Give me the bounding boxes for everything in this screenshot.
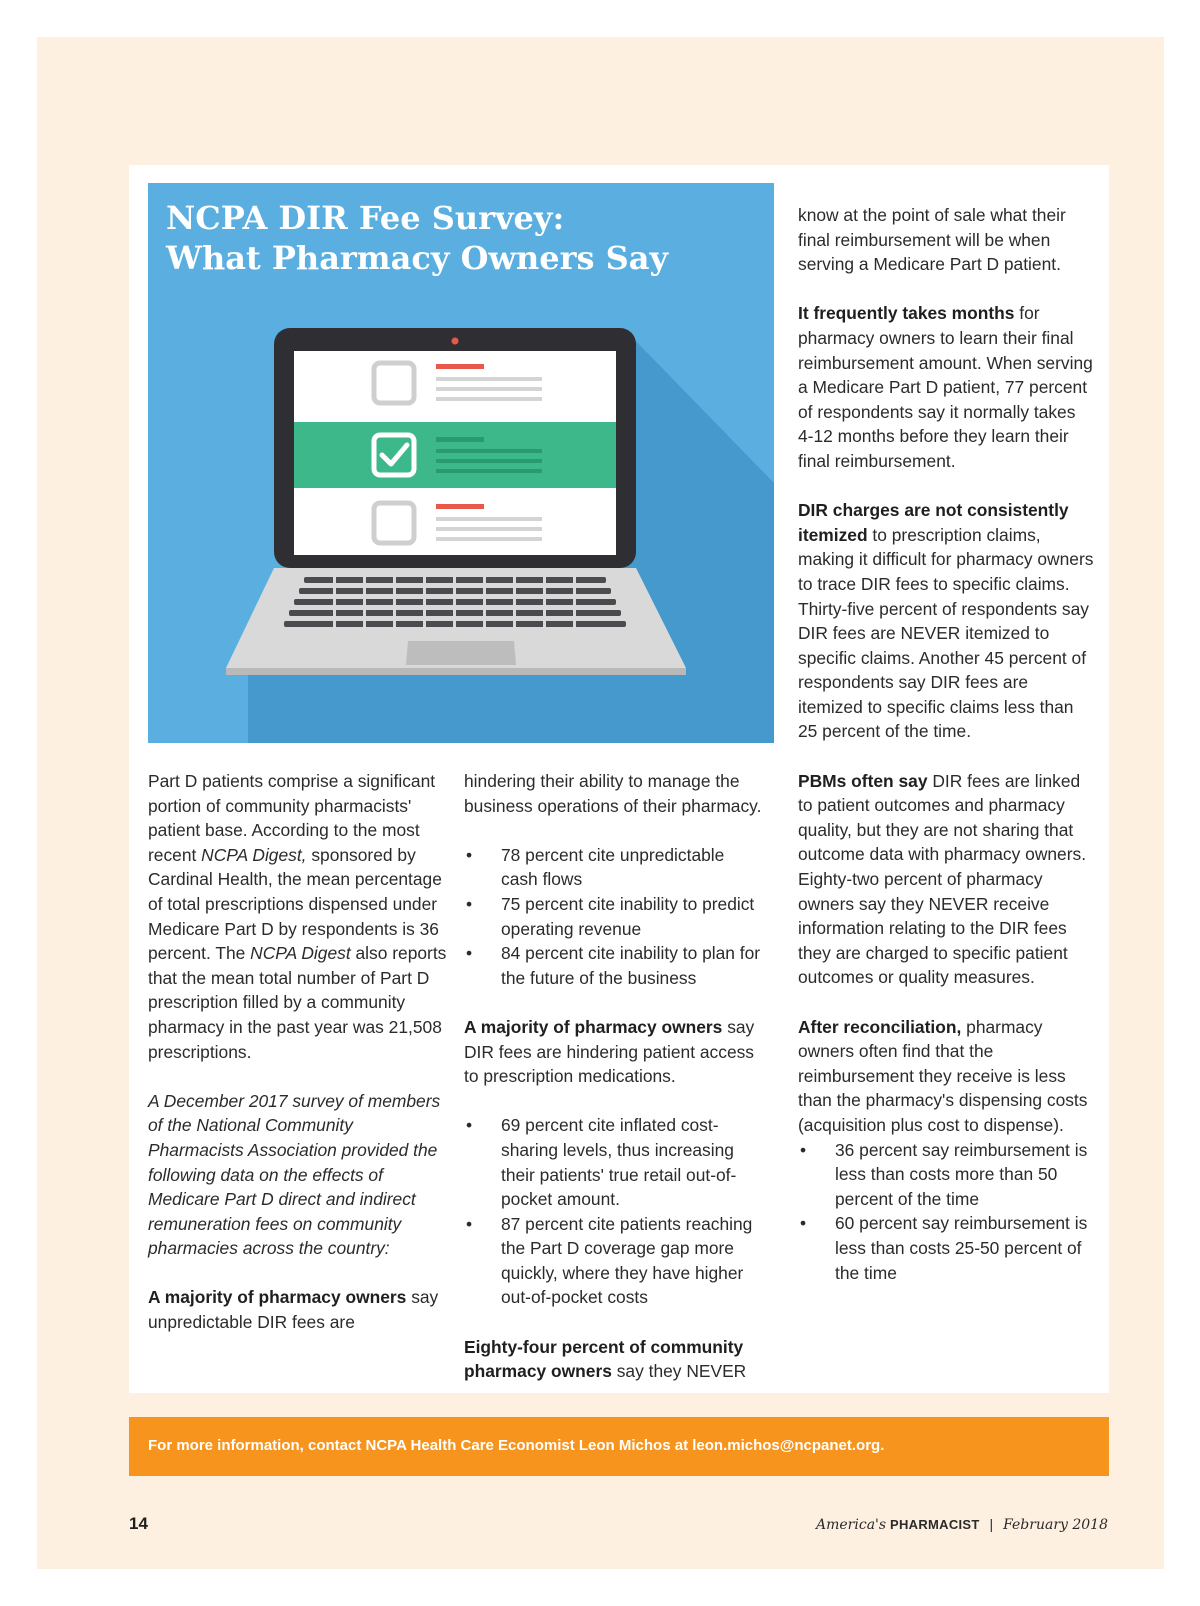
list-item: • 78 percent cite unpredictable cash flows [464, 843, 764, 892]
contact-banner-text: For more information, contact NCPA Health Care Economist Leon Michos at leon.michos@ncpanet.org. [148, 1437, 885, 1454]
bullet-list-reimbursement [798, 1138, 1094, 1286]
paragraph-dir-itemized [798, 498, 1094, 744]
bullet-list-business [464, 843, 764, 991]
paragraph-text: Part D patients comprise a significant portion of community pharmacists' patient base. According to the most recent [148, 771, 436, 865]
paragraph-pbms [798, 769, 1094, 990]
list-item: • 60 percent say reimbursement is less than costs 25-50 percent of the time [798, 1211, 1094, 1285]
list-item: • 36 percent say reimbursement is less than costs more than 50 percent of the time [798, 1138, 1094, 1212]
sidebar-hero [148, 183, 774, 743]
paragraph-lead: A majority of pharmacy owners [148, 1287, 407, 1308]
paragraph-text: also reports that the mean total number of Part D prescription filled by a community pharmacy in the past year was 21,508 prescriptions. [148, 943, 447, 1062]
list-item: • 87 percent cite patients reaching the Part D coverage gap more quickly, where they have higher out-of-pocket costs [464, 1212, 764, 1310]
paragraph-lead: PBMs often say [798, 770, 928, 791]
paragraph-lead: Eighty-four percent of community pharmacy owners [464, 1336, 744, 1382]
list-item: • 75 percent cite inability to predict operating revenue [464, 892, 764, 941]
paragraph-text: DIR fees are linked to patient outcomes and pharmacy quality, but they are not sharing that outcome data with pharmacy owners. Eighty-two percent of pharmacy owners say they NEVER receive information relating to the DIR fees they are charged to specific patient outcomes or quality measures. [798, 770, 1087, 988]
paragraph-part-d-patients [148, 769, 448, 1064]
sidebar-title-line2: What Pharmacy Owners Say [166, 239, 669, 277]
survey-intro-text: A December 2017 survey of members of the National Community Pharmacists Association provided the following data on the effects of Medicare Part D direct and indirect remuneration fees on community pharmacies across the country: [148, 1090, 441, 1259]
paragraph-text: say they NEVER [611, 1361, 747, 1382]
paragraph-lead: It frequently takes months [798, 303, 1015, 324]
footer-separator: | [989, 1516, 994, 1532]
page-number: 14 [129, 1514, 148, 1533]
list-item: • 69 percent cite inflated cost-sharing levels, thus increasing their patients' true retail out-of-pocket amount. [464, 1113, 764, 1211]
footer-publication [816, 1516, 1108, 1533]
paragraph-lead: DIR charges are not consistently itemized [798, 500, 1069, 545]
paragraph-text: to prescription claims, making it difficult for pharmacy owners to trace DIR fees to specific claims. Thirty-five percent of respondents say DIR fees are NEVER itemized to specific claims. Another 45 percent of respondents say DIR fees are itemized to specific claims less than 25 percent of the time. [798, 524, 1094, 742]
paragraph-text: say unpredictable DIR fees are [148, 1287, 439, 1333]
paragraph-text: pharmacy owners often find that the reimbursement they receive is less than the pharmacy's dispensing costs (acquisition plus cost to dispense). [798, 1016, 1088, 1135]
paragraph-text: for pharmacy owners to learn their final reimbursement amount. When serving a Medicare Part D patient, 77 percent of respondents say it normally takes 4-12 months before they learn their final reimbursement. [798, 303, 1093, 471]
paragraph-takes-months [798, 301, 1094, 473]
list-item: • 84 percent cite inability to plan for the future of the business [464, 941, 764, 990]
bullet-list-patient-access [464, 1113, 764, 1310]
paragraph-reconciliation [798, 1015, 1094, 1138]
publication-name: NCPA Digest [250, 943, 351, 964]
survey-intro [148, 1089, 448, 1261]
paragraph-lead: After reconciliation, [798, 1016, 962, 1037]
issue-date: February 2018 [1003, 1517, 1108, 1533]
column-2 [464, 769, 764, 1408]
contact-banner [129, 1417, 1109, 1476]
paragraph-text: sponsored by Cardinal Health, the mean percentage of total prescriptions dispensed under Medicare Part D by respondents is 36 percent. The [148, 844, 442, 964]
paragraph-continued: hindering their ability to manage the business operations of their pharmacy. [464, 771, 762, 816]
paragraph-continued: know at the point of sale what their final reimbursement will be when serving a Medicare Part D patient. [798, 205, 1066, 275]
paragraph-text: say DIR fees are hindering patient access to prescription medications. [464, 1016, 755, 1087]
paragraph-eighty-four-percent [464, 1335, 764, 1384]
paragraph-majority-owners-1 [148, 1285, 448, 1334]
column-1 [148, 769, 448, 1359]
sidebar-title-line1: NCPA DIR Fee Survey: [166, 199, 565, 237]
sidebar-title [166, 198, 668, 278]
column-3 [798, 203, 1094, 1310]
publication-brand: PHARMACIST [889, 1517, 980, 1532]
publication-name: NCPA Digest, [201, 844, 307, 865]
paragraph-lead: A majority of pharmacy owners [464, 1016, 723, 1037]
publication-name: America's [816, 1517, 887, 1533]
paragraph-majority-owners-2 [464, 1015, 764, 1089]
